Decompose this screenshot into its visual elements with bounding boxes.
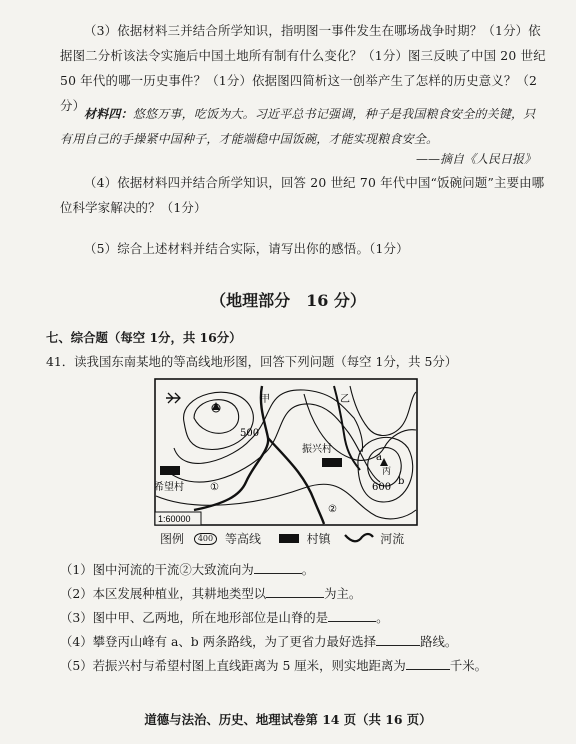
label-500: 500	[240, 428, 260, 439]
label-600: 600	[372, 482, 392, 493]
sub-question-2-text: （2）本区发展种植业，其耕地类型以	[60, 586, 267, 601]
sub-question-5	[60, 656, 487, 674]
material-4-label: 材料四：	[84, 107, 133, 121]
legend-river-text: 河流	[380, 532, 405, 546]
sub-question-2	[60, 584, 361, 602]
material-4	[60, 102, 546, 152]
label-xiwang: 希望村	[154, 482, 184, 493]
map-legend	[160, 530, 404, 548]
answer-blank-1[interactable]	[254, 560, 302, 574]
sub-question-3-text: （3）图中甲、乙两地，所在地形部位是山脊的是	[60, 610, 329, 625]
sub-question-5-text: （5）若振兴村与希望村图上直线距离为 5 厘米，则实地距离为	[60, 658, 406, 673]
label-b: b	[398, 476, 405, 487]
village-zhenxing-icon	[322, 458, 342, 467]
legend-contour-text: 等高线	[224, 532, 261, 546]
label-jia: 甲	[260, 394, 270, 405]
sub-question-4-end: 路线。	[420, 634, 458, 649]
answer-blank-5[interactable]	[406, 656, 450, 670]
legend-village-text: 村镇	[306, 532, 331, 546]
village-xiwang-icon	[160, 466, 180, 475]
sub-question-2-end: 为主。	[324, 586, 362, 601]
legend-contour-value: 400	[197, 533, 214, 543]
sub-question-1	[60, 560, 314, 578]
sub-question-3	[60, 608, 388, 626]
river-branch-1	[194, 386, 268, 510]
answer-blank-2[interactable]	[266, 584, 324, 598]
sub-question-1-text: （1）图中河流的干流②大致流向为	[60, 562, 254, 577]
sub-question-4	[60, 632, 457, 650]
section-title: （地理部分 16 分）	[210, 291, 366, 310]
legend-village-icon	[279, 534, 299, 543]
part-7-heading: 七、综合题（每空 1分，共 16分）	[46, 330, 242, 345]
page-footer: 道德与法治、历史、地理试卷第 14 页（共 16 页）	[144, 712, 432, 727]
label-zhenxing: 振兴村	[302, 444, 332, 455]
label-yi: 乙	[340, 394, 350, 405]
legend-label: 图例	[160, 532, 185, 546]
material-4-source: ——摘自《人民日报》	[415, 152, 536, 166]
legend-river-icon	[344, 532, 374, 546]
contour-map	[154, 378, 418, 526]
answer-blank-3[interactable]	[328, 608, 376, 622]
sub-question-3-end: 。	[376, 610, 389, 625]
sub-question-5-end: 千米。	[449, 658, 487, 673]
sub-question-4-text: （4）攀登丙山峰有 a、b 两条路线，为了更省力最好选择	[60, 634, 377, 649]
question-4-text: （4）依据材料四并结合所学知识，回答 20 世纪 70 年代中国“饭碗问题”主要由哪位科学家解决的？（1分）	[60, 175, 545, 215]
contour-line-peak-outer	[184, 392, 254, 449]
question-3-text: （3）依据材料三并结合所学知识，指明图一事件发生在哪场战争时期？（1分）依据图二分析该法令实施后中国土地所有制有什么变化？（1分）图三反映了中国 20 世纪 50 年代的哪一历史事件？（1分）依据图四简析这一创举产生了怎样的历史意义？（2分）	[60, 23, 546, 113]
question-5-text: （5）综合上述材料并结合实际，请写出你的感悟。（1分）	[84, 241, 409, 256]
label-bing: 丙	[382, 467, 392, 477]
arrow-mark-icon	[166, 393, 180, 403]
contour-map-svg	[154, 378, 418, 526]
legend-contour-icon	[194, 533, 217, 545]
peak-triangle-icon	[212, 402, 220, 410]
label-a: a	[376, 452, 382, 463]
label-circle-2: ②	[328, 504, 337, 515]
answer-blank-4[interactable]	[376, 632, 420, 646]
label-circle-1: ①	[210, 482, 219, 493]
question-41-text: 41．读我国东南某地的等高线地形图，回答下列问题（每空 1分，共 5分）	[46, 354, 458, 369]
contour-line-ridge	[350, 386, 416, 436]
label-scale: 1:60000	[158, 514, 191, 524]
material-4-text: 悠悠万事，吃饭为大。习近平总书记强调，种子是我国粮食安全的关键，只有用自己的手操紧中国种子，才能端稳中国饭碗，才能实现粮食安全。	[60, 107, 536, 146]
sub-question-1-end: 。	[301, 562, 315, 577]
